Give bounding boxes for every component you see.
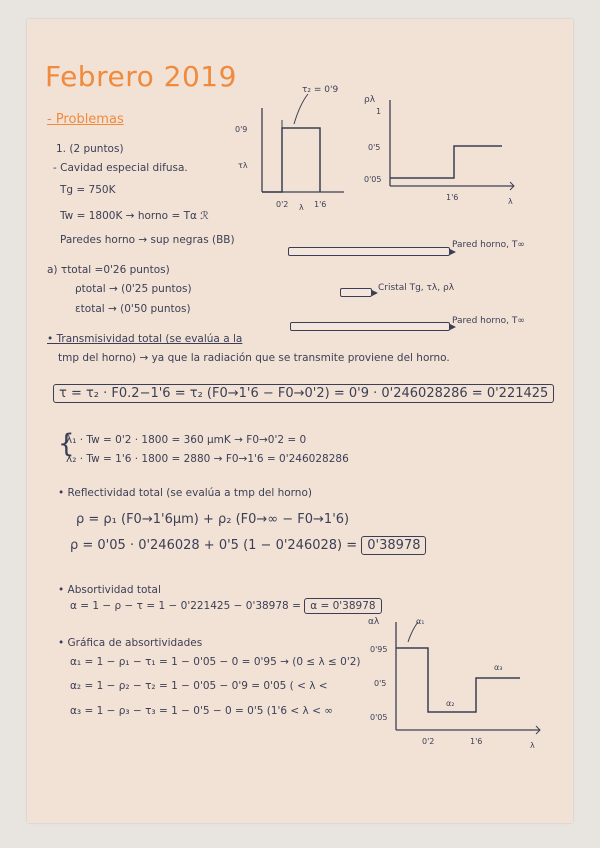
reflect-result-box: 0'38978 (361, 536, 426, 555)
absorb-eq (70, 600, 382, 612)
page-title: Febrero 2019 (45, 60, 237, 93)
furnace-wall-bottom-label: Pared horno, T∞ (452, 316, 525, 326)
question-b: ρtotal → (0'25 puntos) (75, 283, 192, 295)
transmit-heading-2: tmp del horno) → ya que la radiación que se transmite proviene del horno. (58, 352, 450, 364)
tau-xtick-1: λ (299, 203, 304, 212)
reflect-eq-2-text: ρ = 0'05 · 0'246028 + 0'5 (1 − 0'246028) = (70, 538, 358, 553)
tau-ytick-1: τλ (238, 161, 248, 170)
furnace-wall-top-label: Pared horno, T∞ (452, 240, 525, 250)
rho-ylabel: ρλ (364, 95, 376, 105)
transmit-calc-2: λ₂ · Tw = 1'6 · 1800 = 2880 → F0→1'6 = 0'246028286 (66, 453, 349, 465)
tau-xtick-2: 1'6 (314, 200, 327, 209)
furnace-wall-top (288, 247, 450, 256)
rho-ytick-2: 0'05 (364, 175, 382, 184)
absorb-eq-text: α = 1 − ρ − τ = 1 − 0'221425 − 0'38978 = (70, 600, 305, 612)
tau-xtick-0: 0'2 (276, 200, 289, 209)
alpha-label-2: α₂ (446, 699, 455, 708)
furnace-wall-bottom (290, 322, 450, 331)
absorb-heading: • Absortividad total (58, 584, 161, 596)
transmit-calc-1: λ₁ · Tw = 0'2 · 1800 = 360 μmK → F0→0'2 = 0 (66, 434, 307, 446)
alpha-graph (368, 614, 548, 754)
tau-ytick-0: 0'9 (235, 125, 248, 134)
statement-line-2: - Cavidad especial difusa. (53, 162, 188, 174)
alpha-ytick-2: 0'05 (370, 713, 388, 722)
alpha-ytick-0: 0'95 (370, 645, 388, 654)
rho-xtick-1: λ (508, 197, 513, 206)
alpha-label-3: α₃ (494, 663, 503, 672)
rho-graph (362, 90, 522, 210)
tau-peak-label: τ₂ = 0'9 (302, 85, 339, 95)
statement-line-3: Tg = 750K (60, 184, 116, 196)
alpha-xtick-1: 1'6 (470, 737, 483, 746)
alpha-1: α₁ = 1 − ρ₁ − τ₁ = 1 − 0'05 − 0 = 0'95 → (0 ≤ λ ≤ 0'2) (70, 656, 361, 668)
alpha-label-1: α₁ (416, 617, 425, 626)
alpha-heading: • Gráfica de absortividades (58, 637, 203, 649)
alpha-xtick-2: λ (530, 741, 535, 750)
statement-line-1: 1. (2 puntos) (56, 143, 124, 155)
reflect-heading: • Reflectividad total (se evalúa a tmp del horno) (58, 487, 312, 499)
statement-line-5: Paredes horno → sup negras (BB) (60, 234, 235, 246)
transmit-equation-box: τ = τ₂ · F0.2−1'6 = τ₂ (F0→1'6 − F0→0'2) = 0'9 · 0'246028286 = 0'221425 (53, 384, 554, 403)
glass-bar (340, 288, 372, 297)
alpha-2: α₂ = 1 − ρ₂ − τ₂ = 1 − 0'05 − 0'9 = 0'05 ( < λ < (70, 680, 328, 692)
question-a: a) τtotal =0'26 puntos) (47, 264, 170, 276)
alpha-ytick-1: 0'5 (374, 679, 387, 688)
transmit-heading: • Transmisividad total (se evalúa a la (47, 333, 243, 345)
alpha-xtick-0: 0'2 (422, 737, 435, 746)
statement-line-4: Tw = 1800K → horno = Tα ℛ (60, 210, 209, 222)
brace: { (58, 429, 75, 459)
alpha-ylabel: αλ (368, 617, 380, 627)
rho-ytick-0: 1 (376, 107, 382, 116)
section-subtitle: - Problemas (47, 112, 124, 127)
transmit-equation (53, 386, 554, 401)
rho-xtick-0: 1'6 (446, 193, 459, 202)
rho-ytick-1: 0'5 (368, 143, 381, 152)
tau-graph (232, 80, 352, 215)
absorb-result-box: α = 0'38978 (304, 598, 381, 614)
reflect-eq-2 (70, 538, 426, 553)
glass-label: Cristal Tg, τλ, ρλ (378, 283, 455, 293)
question-c: εtotal → (0'50 puntos) (75, 303, 191, 315)
reflect-eq-1: ρ = ρ₁ (F0→1'6μm) + ρ₂ (F0→∞ − F0→1'6) (76, 512, 350, 527)
alpha-3: α₃ = 1 − ρ₃ − τ₃ = 1 − 0'5 − 0 = 0'5 (1'6 < λ < ∞ (70, 705, 333, 717)
